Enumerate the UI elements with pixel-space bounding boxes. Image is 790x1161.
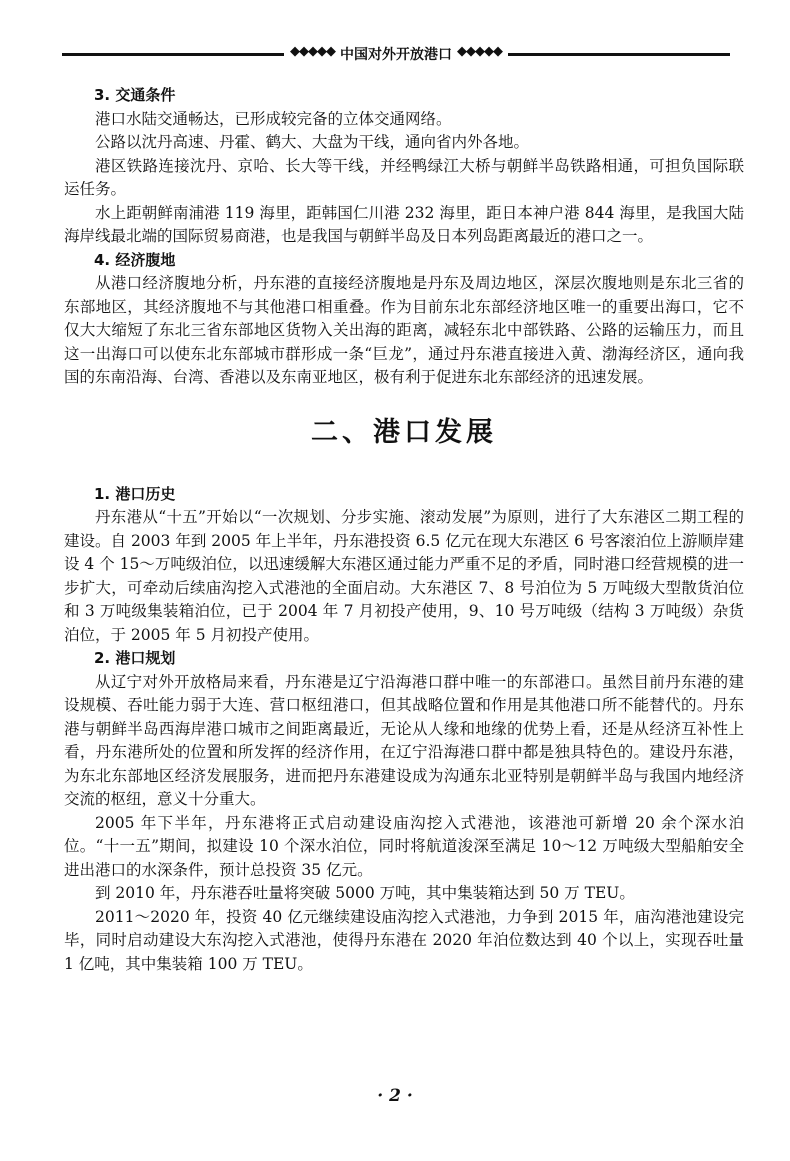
section-heading-economy: 4. 经济腹地 (94, 250, 176, 269)
diamond-ornament-icon: ◆◆◆◆◆ (290, 44, 335, 59)
page-number: · 2 · (377, 1086, 413, 1106)
header-rule-right (508, 53, 730, 56)
paragraph: 从辽宁对外开放格局来看，丹东港是辽宁沿海港口群中唯一的东部港口。虽然目前丹东港的建设规模、吞吐能力弱于大连、营口枢纽港口，但其战略位置和作用是其他港口所不能替代的。丹东港与朝鲜半岛西海岸港口城市之间距离最近，无论从人缘和地缘的优势上看，还是从经济互补性上看，丹东港所处的位置和所发挥的经济作用，在辽宁沿海港口群中都是独具特色的。建设丹东港，为东北东部地区经济发展服务，进而把丹东港建设成为沟通东北亚特别是朝鲜半岛与我国内地经济交流的枢纽，意义十分重大。 (64, 672, 744, 808)
paragraph: 水上距朝鲜南浦港 119 海里，距韩国仁川港 232 海里，距日本神户港 844 海里，是我国大陆海岸线最北端的国际贸易商港，也是我国与朝鲜半岛及日本列岛距离最近的港口之一。 (64, 203, 744, 245)
section-heading-traffic: 3. 交通条件 (94, 86, 176, 104)
section-heading-history: 1. 港口历史 (94, 484, 176, 503)
paragraph: 港区铁路连接沈丹、京哈、长大等干线，并经鸭绿江大桥与朝鲜半岛铁路相通，可担负国际联运任务。 (64, 156, 744, 198)
chapter-title: 二、港口发展 (311, 416, 497, 448)
paragraph: 丹东港从“十五”开始以“一次规划、分步实施、滚动发展”为原则，进行了大东港区二期工程的建设。自 2003 年到 2005 年上半年，丹东港投资 6.5 亿元在现大东港区 6 号客滚泊位上游顺岸建设 4 个 15～万吨级泊位，以迅速缓解大东港区通过能力严重不足的矛盾，同时港口经营规模的进一步扩大，可牵动后续庙沟挖入式港池的全面启动。大东港区 7、8 号泊位为 5 万吨级大型散货泊位和 3 万吨级集装箱泊位，已于 2004 年 7 月初投产使用，9、10 号万吨级（结构 3 万吨级）杂货泊位，于 2005 年 5 月初投产使用。 (64, 508, 744, 644)
paragraph: 到 2010 年，丹东港吞吐量将突破 5000 万吨，其中集装箱达到 50 万 TEU。 (95, 884, 635, 902)
paragraph: 2005 年下半年，丹东港将正式启动建设庙沟挖入式港池，该港池可新增 20 余个深水泊位。“十一五”期间，拟建设 10 个深水泊位，同时将航道浚深至满足 10～12 万吨级大型船舶安全进出港口的水深条件，预计总投资 35 亿元。 (64, 813, 744, 879)
running-header-title: 中国对外开放港口 (340, 47, 452, 63)
paragraph: 从港口经济腹地分析，丹东港的直接经济腹地是丹东及周边地区，深层次腹地则是东北三省的东部地区，其经济腹地不与其他港口相重叠。作为目前东北东部经济地区唯一的重要出海口，它不仅大大缩短了东北三省东部地区货物入关出海的距离，减轻东北中部铁路、公路的运输压力，而且这一出海口可以使东北东部城市群形成一条“巨龙”，通过丹东港直接进入黄、渤海经济区，通向我国的东南沿海、台湾、香港以及东南亚地区，极有利于促进东北东部经济的迅速发展。 (64, 274, 744, 386)
section-heading-planning: 2. 港口规划 (94, 649, 176, 667)
running-header (62, 42, 730, 64)
diamond-ornament-icon: ◆◆◆◆◆ (457, 44, 502, 59)
paragraph: 港口水陆交通畅达，已形成较完备的立体交通网络。 (95, 109, 452, 128)
paragraph: 2011～2020 年，投资 40 亿元继续建设庙沟挖入式港池，力争到 2015 年，庙沟港池建设完毕，同时启动建设大东沟挖入式港池，使得丹东港在 2020 年泊位数达到 40 个以上，实现吞吐量 1 亿吨，其中集装箱 100 万 TEU。 (64, 907, 744, 973)
paragraph: 公路以沈丹高速、丹霍、鹤大、大盘为干线，通向省内外各地。 (95, 133, 530, 151)
page-body (64, 84, 744, 976)
